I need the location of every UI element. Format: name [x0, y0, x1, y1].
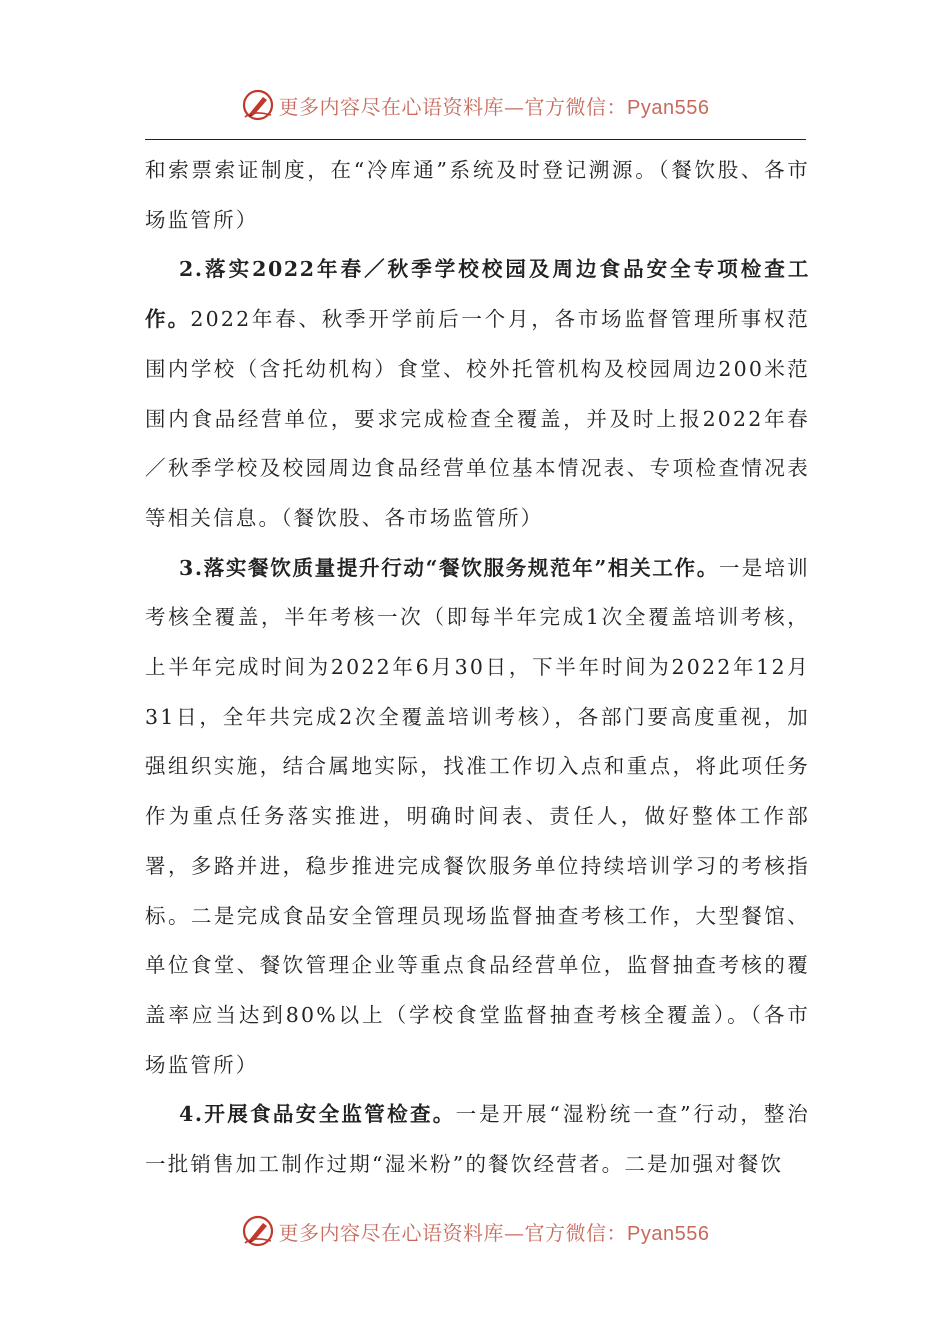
paragraph-4-text: 一是开展“湿粉统一查”行动，整治一批销售加工制作过期“湿米粉”的餐饮经营者。二是加强对餐饮: [145, 1102, 810, 1177]
pen-logo-icon: [241, 88, 275, 122]
paragraph-1-text: 和索票索证制度，在“冷库通”系统及时登记溯源。（餐饮股、各市场监管所）: [145, 158, 810, 232]
paragraph-2-text: 2022年春、秋季开学前后一个月，各市场监督管理所事权范围内学校（含托幼机构）食堂、校外托管机构及校园周边200米范围内食品经营单位，要求完成检查全覆盖，并及时上报2022年春／秋季学校及校园周边食品经营单位基本情况表、专项检查情况表等相关信息。（餐饮股、各市场监管所）: [145, 307, 810, 530]
header-divider: [145, 139, 806, 140]
paragraph-4-heading: 4.开展食品安全监管检查。: [179, 1102, 456, 1127]
pen-logo-icon: [241, 1214, 275, 1248]
header-wechat-id: Pyan556: [627, 96, 710, 119]
paragraph-1: [145, 146, 810, 245]
page-header: [0, 84, 950, 126]
paragraph-2-heading: 2.落实2022年春／秋季学校校园及周边食品安全专项检查工作。: [145, 257, 810, 332]
paragraph-3-text: 一是培训考核全覆盖，半年考核一次（即每半年完成1次全覆盖培训考核，上半年完成时间为2022年6月30日，下半年时间为2022年12月31日，全年共完成2次全覆盖培训考核），各部门要高度重视，加强组织实施，结合属地实际，找准工作切入点和重点，将此项任务作为重点任务落实推进，明确时间表、责任人，做好整体工作部署，多路并进，稳步推进完成餐饮服务单位持续培训学习的考核指标。二是完成食品安全管理员现场监督抽查考核工作，大型餐馆、单位食堂、餐饮管理企业等重点食品经营单位，监督抽查考核的覆盖率应当达到80%以上（学校食堂监督抽查考核全覆盖）。（各市场监管所）: [145, 555, 810, 1077]
document-body: [145, 146, 810, 1190]
paragraph-3-heading: 3.落实餐饮质量提升行动“餐饮服务规范年”相关工作。: [179, 555, 719, 580]
footer-wechat-id: Pyan556: [627, 1222, 710, 1245]
header-banner: [241, 88, 710, 122]
paragraph-2: [145, 245, 810, 543]
paragraph-4: [145, 1090, 810, 1189]
page-footer: [0, 1210, 950, 1252]
footer-banner-text: 更多内容尽在心语资料库—官方微信：Pyan556: [278, 1220, 710, 1245]
footer-banner: [241, 1214, 710, 1248]
paragraph-3: [145, 544, 810, 1091]
header-banner-text: 更多内容尽在心语资料库—官方微信：Pyan556: [278, 94, 710, 119]
